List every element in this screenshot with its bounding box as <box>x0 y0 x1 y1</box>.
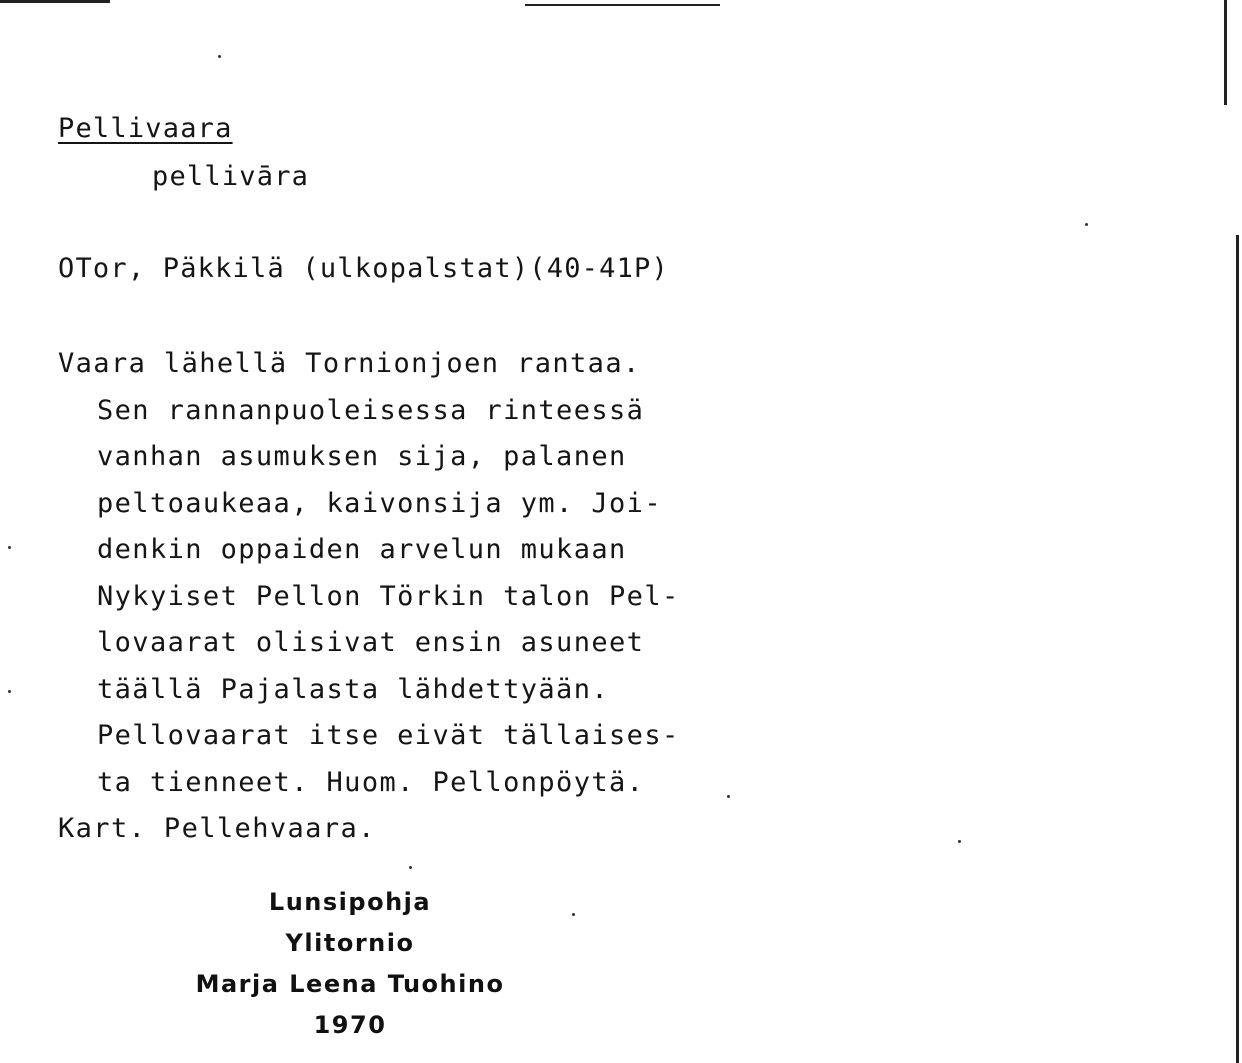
description-line: ta tienneet. Huom. Pellonpöytä. <box>97 766 645 798</box>
description-line: täällä Pajalasta lähdettyään. <box>97 673 610 705</box>
description-line: Kart. Pellehvaara. <box>58 813 376 844</box>
scan-edge-right <box>1224 0 1227 105</box>
scan-edge-top <box>525 4 720 6</box>
description-line: denkin oppaiden arvelun mukaan <box>97 534 627 565</box>
scan-speck <box>409 866 412 869</box>
scan-speck <box>727 795 730 798</box>
collector-stamp <box>150 885 550 1049</box>
stamp-year: 1970 <box>313 1011 387 1039</box>
scan-speck <box>1085 223 1088 226</box>
description-line: lovaarat olisivat ensin asuneet <box>97 627 645 658</box>
scan-speck <box>218 55 221 58</box>
description-line: peltoaukeaa, kaivonsija ym. Joi- <box>97 487 662 519</box>
scan-edge-right <box>1236 235 1239 1063</box>
description-line: Pellovaarat itse eivät tällaises- <box>97 720 680 751</box>
description <box>58 349 680 861</box>
scan-speck <box>8 546 11 549</box>
location-line: OTor, Päkkilä (ulkopalstat)(40-41P) <box>58 253 669 284</box>
scan-edge-top <box>0 0 110 3</box>
stamp-collector: Marja Leena Tuohino <box>195 970 505 998</box>
description-line: vanhan asumuksen sija, palanen <box>97 441 627 472</box>
description-line: Vaara lähellä Tornionjoen rantaa. <box>58 348 641 379</box>
description-line: Nykyiset Pellon Törkin talon Pel- <box>97 580 680 612</box>
stamp-parish: Ylitornio <box>285 929 415 957</box>
pronunciation: pellivāra <box>152 161 310 192</box>
place-name-title: Pellivaara <box>58 113 233 144</box>
stamp-region: Lunsipohja <box>268 888 432 916</box>
scan-speck <box>8 690 11 693</box>
scan-speck <box>958 840 961 843</box>
scan-speck <box>572 913 575 916</box>
description-line: Sen rannanpuoleisessa rinteessä <box>97 394 645 426</box>
